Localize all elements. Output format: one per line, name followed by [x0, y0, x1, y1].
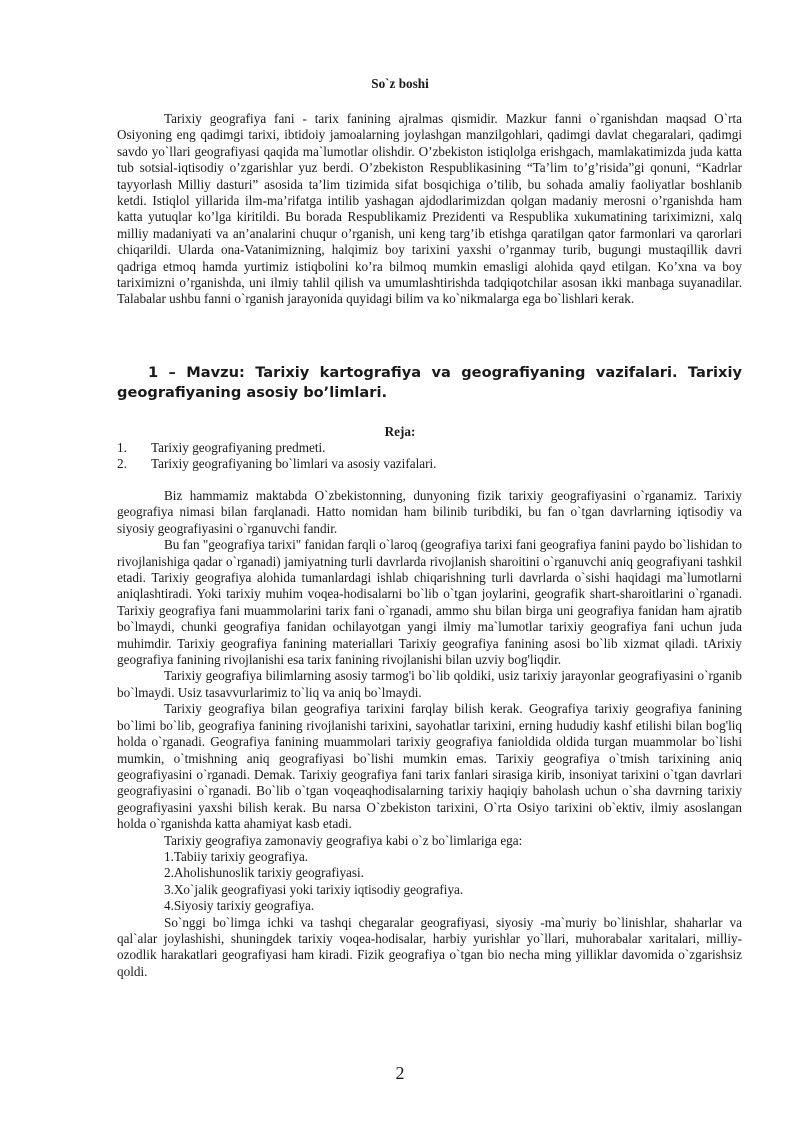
plan-item-number: 2. — [117, 456, 127, 472]
page-title: So`z boshi — [371, 76, 429, 91]
body-paragraph: Biz hammamiz maktabda O`zbekistonning, dunyoning fizik tarixiy geografiyasini o`rganamiz. Tarixiy geografiya nimasi bilan farqlanadi. Hatto nomidan ham bilinib turibdiki, bu fan o`tgan davrlarning iqtisodiy va siyosiy geografiyasini o`rganuvchi fandir. — [117, 488, 742, 536]
closing-paragraph: So`nggi bo`limga ichki va tashqi chegaralar geografiyasi, siyosiy -ma`muriy bo`linishlar, shaharlar va qal`alar joylashishi, shuningdek tarixiy voqea-hodisalar, harbiy yurishlar yo`llari, muhorabalar xaritalari, milliy-ozodlik harakatlari geografiyasi ham kiradi. Fizik geografiya o`tgan bio necha ming yilliklar davomida o`zgarishsiz qoldi. — [117, 914, 742, 979]
body-paragraph: Tarixiy geografiya zamonaviy geografiya kabi o`z bo`limlariga ega: — [164, 832, 523, 848]
page-number: 2 — [395, 1063, 405, 1083]
body-paragraph: Tarixiy geografiya bilimlarning asosiy tarmog'i bo`lib qoldiki, usiz tarixiy jarayonlar geografiyasini o`rganib bo`lmaydi. Usiz tasavvurlarimiz to`liq va aniq bo`lmaydi. — [117, 668, 742, 700]
plan-item — [117, 440, 742, 456]
topic-title: Mavzu: Tarixiy kartografiya va geografiyaning vazifalari. Tarixiy geografiyaning asosiy bo’limlari. — [117, 364, 742, 401]
plan-list — [117, 440, 742, 473]
body-paragraph: Bu fan "geografiya tarixi" fanidan farqli o`laroq (geografiya tarixi fani geografiya fanini paydo bo`lishidan to rivojlanishiga qadar o`rganadi) jamiyatning turli davrlarda rivojlanish sharoitini o`rganuvchi aniq geografiyani tashkil etadi. Tarixiy geografiya alohida tumanlardagi ishlab chiqarishning turli davrlarda o`sishi haqidagi ma`lumotlarni aniqlashtiradi. Yoki tarixiy muhim voqea-hodisalarni bo`lib o`tgan joylarini, geografik shart-sharoitlarini o`rganadi. Tarixiy geografiya fani muammolarini tarix fani o`rganadi, ammo shu bilan birga uni geografiya fanidan ham ajratib bo`lmaydi, chunki geografiya fanidan ochilayotgan yangi ilmiy ma`lumotlar tarixiy geografiya fani uchun juda muhimdir. Tarixiy geografiya fanining materiallari Tarixiy geografiya fanining asosi bo`lib xizmat qiladi. tArixiy geografiya fanining rivojlanishi esa tarix fanining rivojlanishi bilan uzviy bog'liqdir. — [117, 537, 742, 668]
intro-paragraph: Tarixiy geografiya fani - tarix fanining ajralmas qismidir. Mazkur fanni o`rganishdan maqsad O`rta Osiyoning eng qadimgi tarixi, ibtidoiy jamoalarning joylashgan manzilgohlari, qadimgi davlat chegaralari, qadimgi savdo yo`llari geografiyasi qaqida ma`lumotlar olishdir. O’zbekiston istiqlolga erishgach, mamlakatimizda juda katta tub sotsial-iqtisodiy o’zgarishlar yuz berdi. O’zbekiston Respublikasining “Ta’lim to’g’risida”gi qonuni, “Kadrlar tayyorlash Milliy dasturi” asosida ta’lim tizimida sifat bosqichiga o’tilib, bu sohada amaliy faoliyatlar boshlanib ketdi. Istiqlol yillarida ilm-ma’rifatga intilib yashagan ajdodlarimizdan qolgan madaniy merosni o’rganishda ham katta yutuqlar ko’lga kiritildi. Bu borada Respublikamiz Prezidenti va Respublika xukumatining tariximizni, xalq milliy madaniyati va an’analarini chuqur o’rganish, uni keng targ’ib etishga qaratilgan qator farmonlari va qarorlari chiqarildi. Ularda ona-Vatanimizning, halqimiz boy tarixini yaxshi o’rganmay turib, bugungi mustaqillik davri qadriga etmoq hamda yurtimiz istiqbolini ko’ra bilmoq mumkin emasligi alohida qayd etilgan. Ko’xna va boy tariximizni o’rganishda, uni ilmiy tahlil qilish va umumlashtirishda tadqiqotchilar asosan ikki manbaga suyanadilar. Talabalar ushbu fanni o`rganish jarayonida quyidagi bilim va ko`nikmalarga ega bo`lishlari kerak. — [117, 111, 742, 307]
plan-item-text: Tarixiy geografiyaning bo`limlari va asosiy vazifalari. — [151, 456, 437, 472]
body-section — [117, 488, 742, 980]
intro-section — [117, 111, 742, 308]
plan-item-number: 1. — [117, 440, 127, 455]
plan-item-text: Tarixiy geografiyaning predmeti. — [151, 440, 326, 455]
topic-number: 1 – — [148, 364, 176, 381]
topic-heading — [117, 363, 742, 403]
section-list-item: 4.Siyosiy tarixiy geografiya. — [164, 898, 315, 914]
section-list-item: 1.Tabiiy tarixiy geografiya. — [164, 848, 309, 864]
section-list-item: 3.Xo`jalik geografiyasi yoki tarixiy iqtisodiy geografiya. — [164, 881, 464, 897]
plan-item — [117, 456, 742, 472]
body-paragraph: Tarixiy geografiya bilan geografiya tarixini farqlay bilish kerak. Geografiya tarixiy geografiya fanining bo`limi bo`lib, geografiya fanining rivojlanishi tarixini, sayohatlar tarixini, erning hududiy kashf etilishi bilan bog'liq holda o`rganadi. Geografiya fanining muammolari tarixiy geografiya fanioldida oldida turgan muammolar bo`lishi mumkin, o`tmishning aniq geografiyasi bo`lishi mumkin emas. Tarixiy geografiya o`tmish tarixining aniq geografiyasini o`rganadi. Demak. Tarixiy geografiya fani tarix fanlari sirasiga kirib, insoniyat tarixini o`tgan davrlari geografiyasini o`rganadi. Bo`lib o`tgan voqeaqhodisalarning tarixiy haqiqiy baholash uchun o`sha davrning tarixiy geografiyasini yaxshi bilish kerak. Bu narsa O`zbekiston tarixini, O`rta Osiyo tarixini ob`ektiv, ilmiy asoslangan holda o`rganishda katta ahamiyat kasb etadi. — [117, 701, 742, 832]
section-list-item: 2.Aholishunoslik tarixiy geografiyasi. — [164, 865, 364, 881]
plan-label: Reja: — [384, 424, 416, 439]
